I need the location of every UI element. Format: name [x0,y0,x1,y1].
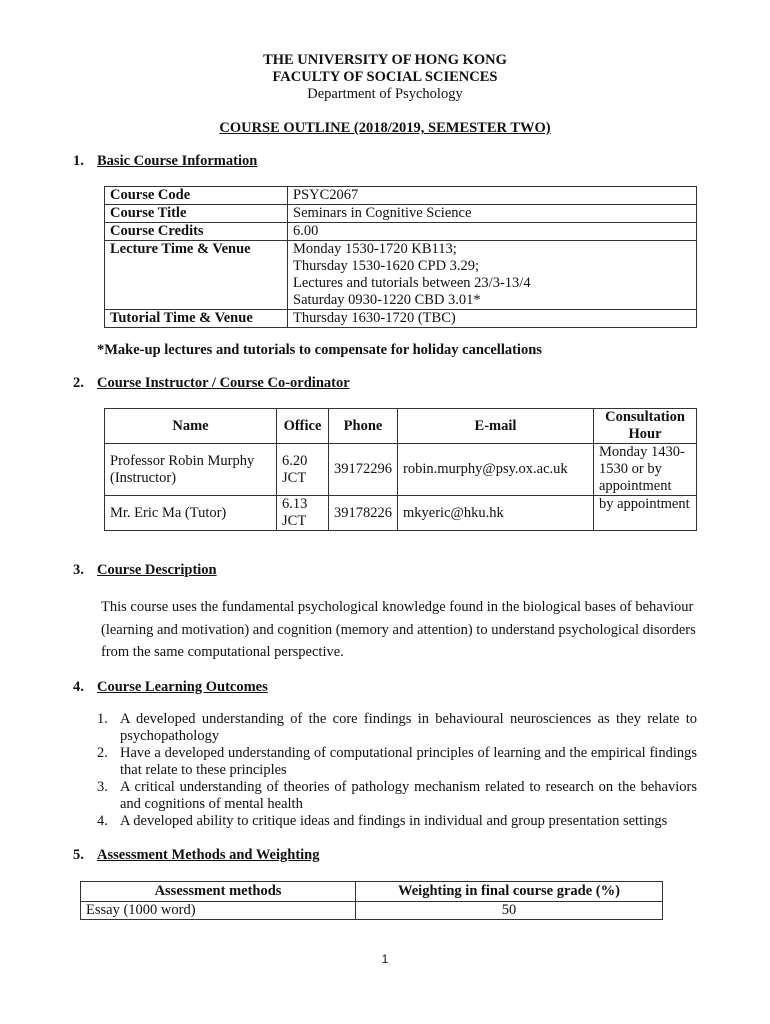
label-cell: Course Code [105,187,288,205]
table-row [105,496,697,531]
table-row [105,310,697,328]
item-text: A critical understanding of theories of pathology mechanism related to research on the behaviors and cognitions of mental health [120,779,697,812]
office-cell: 6.20 JCT [277,444,329,496]
office-cell: 6.13 JCT [277,496,329,531]
list-item [97,779,697,813]
list-item [97,711,697,745]
section-title: Course Description [97,562,217,578]
value-line: Thursday 1530-1620 CPD 3.29; [293,258,480,274]
column-header: Consultation Hour [594,409,697,444]
table-row [105,205,697,223]
value-line: Lectures and tutorials between 23/3-13/4 [293,275,531,291]
hour-cell: by appointment [594,496,697,531]
item-number: 1. [97,711,108,727]
email-cell: mkyeric@hku.hk [398,496,594,531]
table-row [105,444,697,496]
column-header: Assessment methods [81,882,356,902]
item-text: Have a developed understanding of computational principles of learning and the empirical findings that relate to these principles [120,745,697,778]
value-cell: Thursday 1630-1720 (TBC) [288,310,697,328]
value-cell: Seminars in Cognitive Science [288,205,697,223]
section-2-heading [73,375,350,392]
column-header: E-mail [398,409,594,444]
name-cell: Professor Robin Murphy (Instructor) [105,444,277,496]
course-description: This course uses the fundamental psychological knowledge found in the biological bases of behaviour (learning and motivation) and cognition (memory and attention) to understand psychological disorders from the same computational perspective. [101,599,696,660]
table-row [105,187,697,205]
table-row [81,902,663,920]
label-cell: Lecture Time & Venue [105,241,288,310]
column-header: Weighting in final course grade (%) [356,882,663,902]
section-title: Course Instructor / Course Co-ordinator [97,375,350,391]
value-cell [288,241,697,310]
value-line: Saturday 0930-1220 CBD 3.01* [293,292,481,308]
name-cell: Mr. Eric Ma (Tutor) [105,496,277,531]
email-cell: robin.murphy@psy.ox.ac.uk [398,444,594,496]
section-3-heading [73,562,217,579]
list-item [97,813,697,830]
column-header: Phone [329,409,398,444]
label-cell: Course Title [105,205,288,223]
weight-cell: 50 [356,902,663,920]
table-row [105,223,697,241]
makeup-note: *Make-up lectures and tutorials to compensate for holiday cancellations [97,342,542,358]
section-1-heading [73,153,257,170]
value-line: Monday 1530-1720 KB113; [293,241,457,257]
table-row [105,241,697,310]
assessment-table [80,881,663,920]
phone-cell: 39178226 [329,496,398,531]
section-number: 4. [73,679,84,695]
section-number: 3. [73,562,84,578]
course-outline-title: COURSE OUTLINE (2018/2019, SEMESTER TWO) [219,120,551,136]
section-4-heading [73,679,268,696]
section-5-heading [73,847,320,864]
section-title: Basic Course Information [97,153,258,169]
table-header-row [81,882,663,902]
column-header: Office [277,409,329,444]
section-title: Assessment Methods and Weighting [97,847,320,863]
label-cell: Tutorial Time & Venue [105,310,288,328]
university-name: THE UNIVERSITY OF HONG KONG [263,52,507,68]
value-cell: PSYC2067 [288,187,697,205]
department-name: Department of Psychology [307,86,463,102]
table-header-row [105,409,697,444]
section-number: 1. [73,153,84,169]
item-number: 4. [97,813,108,829]
column-header: Name [105,409,277,444]
faculty-name: FACULTY OF SOCIAL SCIENCES [272,69,498,85]
phone-cell: 39172296 [329,444,398,496]
value-cell: 6.00 [288,223,697,241]
page-number: 1 [381,952,389,966]
section-number: 2. [73,375,84,391]
label-cell: Course Credits [105,223,288,241]
instructor-table [104,408,697,531]
item-number: 2. [97,745,108,761]
basic-info-table [104,186,697,328]
item-text: A developed ability to critique ideas and findings in individual and group presentation settings [120,813,668,829]
section-number: 5. [73,847,84,863]
section-title: Course Learning Outcomes [97,679,268,695]
list-item [97,745,697,779]
hour-cell: Monday 1430-1530 or by appointment [594,444,697,496]
item-text: A developed understanding of the core findings in behavioural neurosciences as they relate to psychopathology [120,711,697,744]
item-number: 3. [97,779,108,795]
method-cell: Essay (1000 word) [81,902,356,920]
